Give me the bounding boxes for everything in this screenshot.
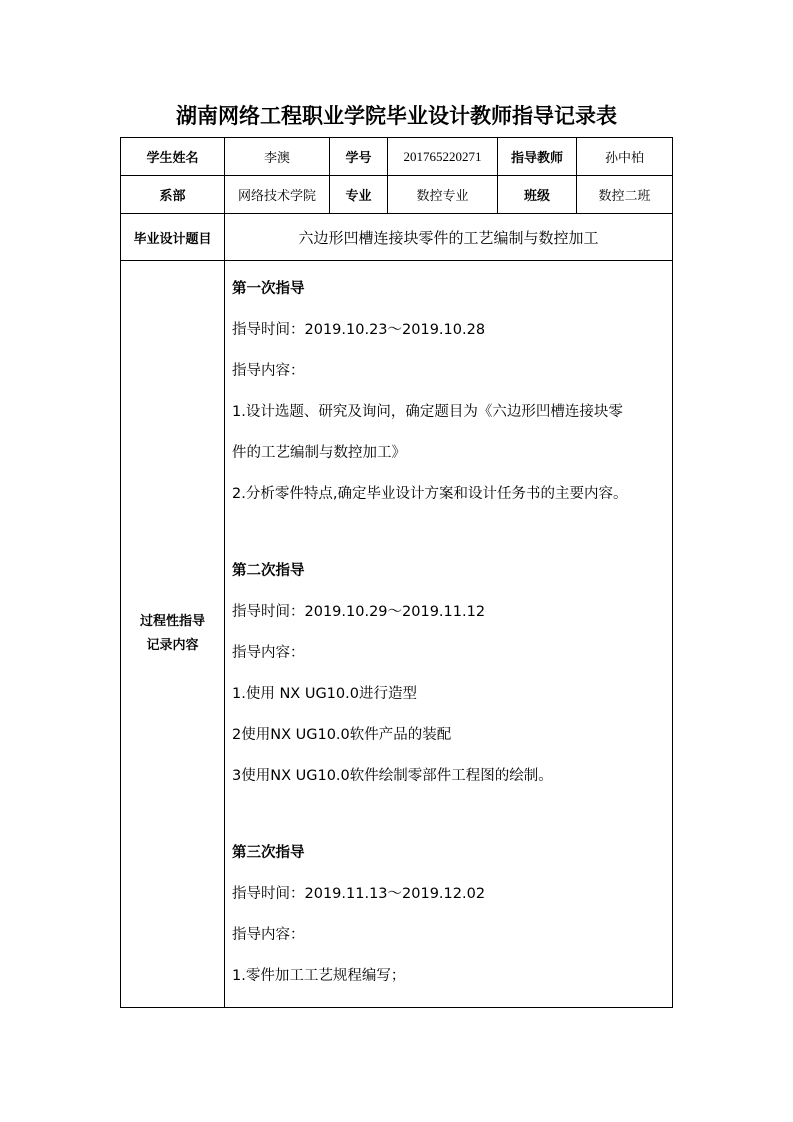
section-heading: 第三次指导 [232,845,305,861]
section-item: 2.分析零件特点,确定毕业设计方案和设计任务书的主要内容。 [232,486,628,502]
student-id-value: 201765220271 [388,138,498,176]
table-row [121,214,673,261]
teacher-value: 孙中柏 [577,138,673,176]
section-content-label: 指导内容： [232,363,305,379]
major-value: 数控专业 [388,176,498,214]
section-item: 3使用NX UG10.0软件绘制零部件工程图的绘制。 [232,768,553,784]
section-content-label: 指导内容： [232,645,305,661]
guidance-record-table [120,137,673,1008]
student-name-value: 李澳 [225,138,330,176]
section-heading: 第二次指导 [232,563,305,579]
section-time: 指导时间：2019.11.13～2019.12.02 [232,886,486,902]
dept-value: 网络技术学院 [225,176,330,214]
section-item: 1.使用 NX UG10.0进行造型 [232,686,417,702]
topic-value: 六边形凹槽连接块零件的工艺编制与数控加工 [225,214,673,261]
section-time: 指导时间：2019.10.23～2019.10.28 [232,322,486,338]
table-row [121,138,673,176]
section-spacer [232,797,668,833]
section-spacer [232,515,668,551]
teacher-label: 指导教师 [498,138,577,176]
student-name-label: 学生姓名 [121,138,225,176]
section-time: 指导时间：2019.10.29～2019.11.12 [232,604,486,620]
table-row [121,176,673,214]
process-label-line2: 记录内容 [146,638,199,653]
process-record-label [121,261,225,1008]
section-item: 1.设计选题、研究及询问，确定题目为《六边形凹槽连接块零 [232,404,623,420]
major-label: 专业 [330,176,388,214]
section-item: 1.零件加工工艺规程编写； [232,968,406,984]
class-label: 班级 [498,176,577,214]
page-title: 湖南网络工程职业学院毕业设计教师指导记录表 [176,104,617,128]
dept-label: 系部 [121,176,225,214]
process-label-line1: 过程性指导 [139,614,205,629]
topic-label: 毕业设计题目 [121,214,225,261]
section-item: 件的工艺编制与数控加工》 [232,445,406,461]
table-row [121,261,673,1008]
student-id-label: 学号 [330,138,388,176]
section-content-label: 指导内容： [232,927,305,943]
class-value: 数控二班 [577,176,673,214]
section-item: 2使用NX UG10.0软件产品的装配 [232,727,452,743]
process-record-content [225,261,673,1008]
section-heading: 第一次指导 [232,281,305,297]
